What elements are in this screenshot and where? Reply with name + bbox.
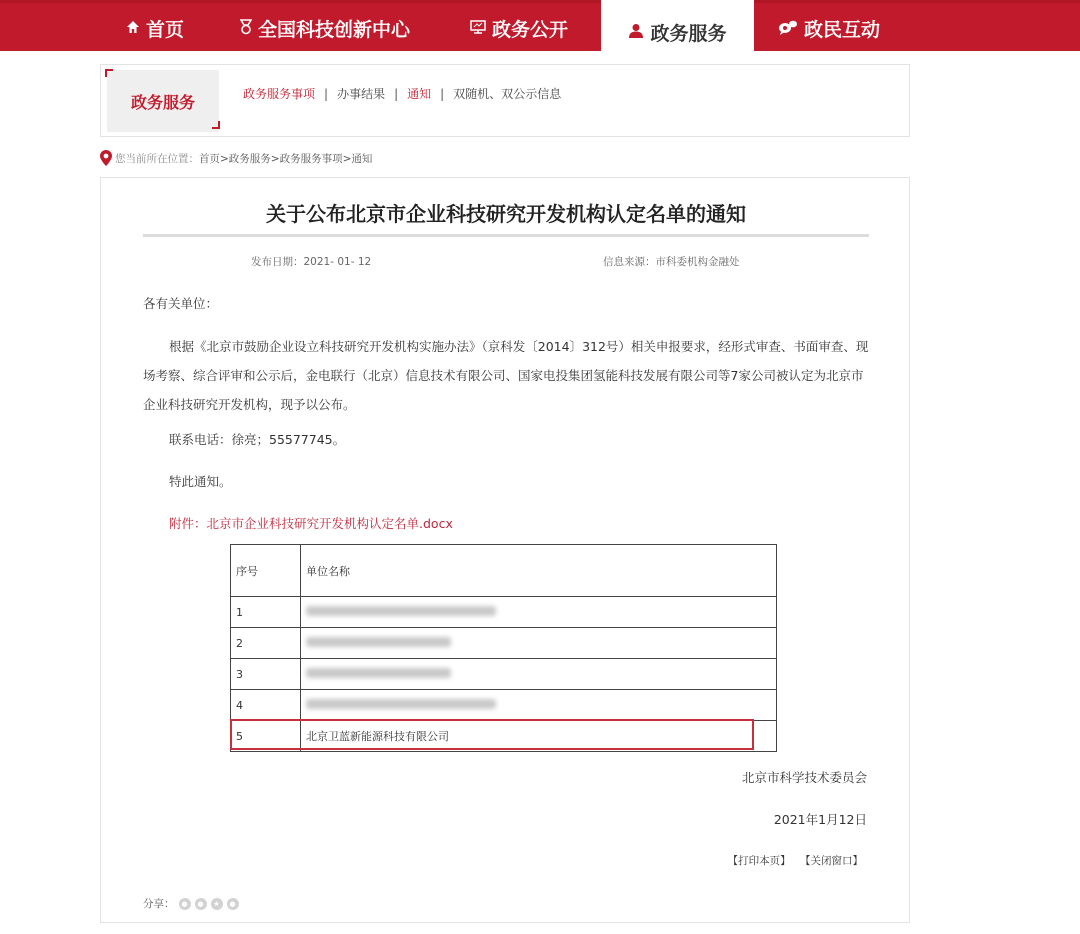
article-title: 关于公布北京市企业科技研究开发机构认定名单的通知 [266, 202, 746, 226]
attachment-link[interactable]: 北京市企业科技研究开发机构认定名单.docx [206, 516, 453, 531]
info-source-label: 信息来源： [603, 256, 656, 268]
table-row [231, 659, 777, 690]
monitor-icon [470, 20, 486, 38]
row-name-blurred [301, 628, 777, 659]
salutation: 各有关单位： [143, 296, 219, 311]
subnav-gov-service-items[interactable]: 政务服务事项 [243, 87, 316, 101]
row-name: 北京卫蓝新能源科技有限公司 [301, 721, 777, 752]
title-divider [143, 234, 869, 237]
row-no: 2 [231, 628, 301, 659]
header-no: 序号 [231, 545, 301, 597]
row-no: 1 [231, 597, 301, 628]
company-list-table [230, 544, 777, 752]
redacted-text [306, 606, 496, 616]
publish-date [251, 254, 371, 269]
breadcrumb [100, 150, 372, 166]
nav-label: 政务公开 [492, 19, 569, 41]
location-pin-icon [100, 150, 112, 166]
share-label: 分享： [143, 898, 175, 910]
qzone-icon[interactable]: ★ [211, 898, 223, 910]
table-row-highlighted [231, 721, 777, 752]
row-name-blurred [301, 659, 777, 690]
breadcrumb-prefix: 您当前所在位置： [115, 152, 199, 165]
publish-date-label: 发布日期： [251, 256, 304, 268]
row-no: 5 [231, 721, 301, 752]
row-no: 3 [231, 659, 301, 690]
weibo-icon[interactable]: ● [195, 898, 207, 910]
redacted-text [306, 668, 451, 678]
nav-item-interaction[interactable] [778, 3, 880, 54]
qq-icon[interactable]: ● [227, 898, 239, 910]
section-badge-label: 政务服务 [130, 92, 195, 112]
body-paragraph: 根据《北京市鼓励企业设立科技研究开发机构实施办法》（京科发〔2014〕312号）相关申报要求，经形式审查、书面审查、现场考察、综合评审和公示后，金电联行（北京）信息技术有限公司、国家电投集团氢能科技发展有限公司等7家公司被认定为北京市企业科技研究开发机构，现予以公布。 [143, 339, 869, 412]
info-source-value: 市科委机构金融处 [655, 256, 740, 268]
separator: | [394, 86, 399, 101]
table-row [231, 690, 777, 721]
separator: | [324, 86, 329, 101]
print-page-link[interactable]: 【打印本页】 [727, 855, 791, 867]
top-navigation [0, 0, 1080, 51]
subnav-double-random[interactable]: 双随机、双公示信息 [453, 87, 562, 101]
subnav-results[interactable]: 办事结果 [337, 87, 386, 101]
section-badge [107, 70, 219, 132]
nav-item-gov-services[interactable] [601, 0, 754, 65]
nav-label: 政民互动 [804, 19, 881, 41]
close-window-link[interactable]: 【关闭窗口】 [800, 855, 863, 867]
page-tools [722, 853, 863, 868]
corner-decoration [105, 69, 113, 77]
table-header-row [231, 545, 777, 597]
nav-item-home[interactable] [126, 3, 184, 54]
header-name: 单位名称 [301, 545, 777, 597]
row-no: 4 [231, 690, 301, 721]
nav-label: 全国科技创新中心 [258, 19, 411, 41]
person-icon [628, 23, 644, 42]
nav-label: 政务服务 [650, 23, 727, 45]
nav-item-gov-disclosure[interactable] [470, 3, 568, 54]
nav-label: 首页 [146, 19, 185, 41]
separator: | [440, 86, 445, 101]
nav-item-innovation-center[interactable] [240, 3, 410, 54]
redacted-text [306, 637, 451, 647]
breadcrumb-path[interactable]: 首页>政务服务>政务服务事项>通知 [199, 152, 373, 165]
table-row [231, 628, 777, 659]
subnav-notices[interactable]: 通知 [407, 87, 432, 101]
info-source [603, 254, 740, 269]
attachment [143, 509, 869, 538]
chat-bubbles-icon [778, 20, 798, 38]
home-icon [126, 20, 140, 37]
closing-text: 特此通知。 [169, 474, 232, 489]
medal-icon [240, 19, 252, 38]
signature: 北京市科学技术委员会 [741, 770, 867, 785]
publish-date-value: 2021- 01- 12 [303, 256, 372, 268]
share-bar [143, 896, 239, 911]
corner-decoration [212, 121, 220, 129]
section-header [100, 64, 910, 137]
section-subnav [243, 85, 561, 102]
attachment-label: 附件： [169, 516, 207, 531]
contact-info: 联系电话：徐亮；55577745。 [169, 432, 346, 447]
article-panel [100, 177, 910, 923]
row-name-blurred [301, 597, 777, 628]
wechat-icon[interactable]: ● [179, 898, 191, 910]
table-row [231, 597, 777, 628]
row-name-blurred [301, 690, 777, 721]
redacted-text [306, 699, 496, 709]
sign-date: 2021年1月12日 [773, 812, 867, 827]
